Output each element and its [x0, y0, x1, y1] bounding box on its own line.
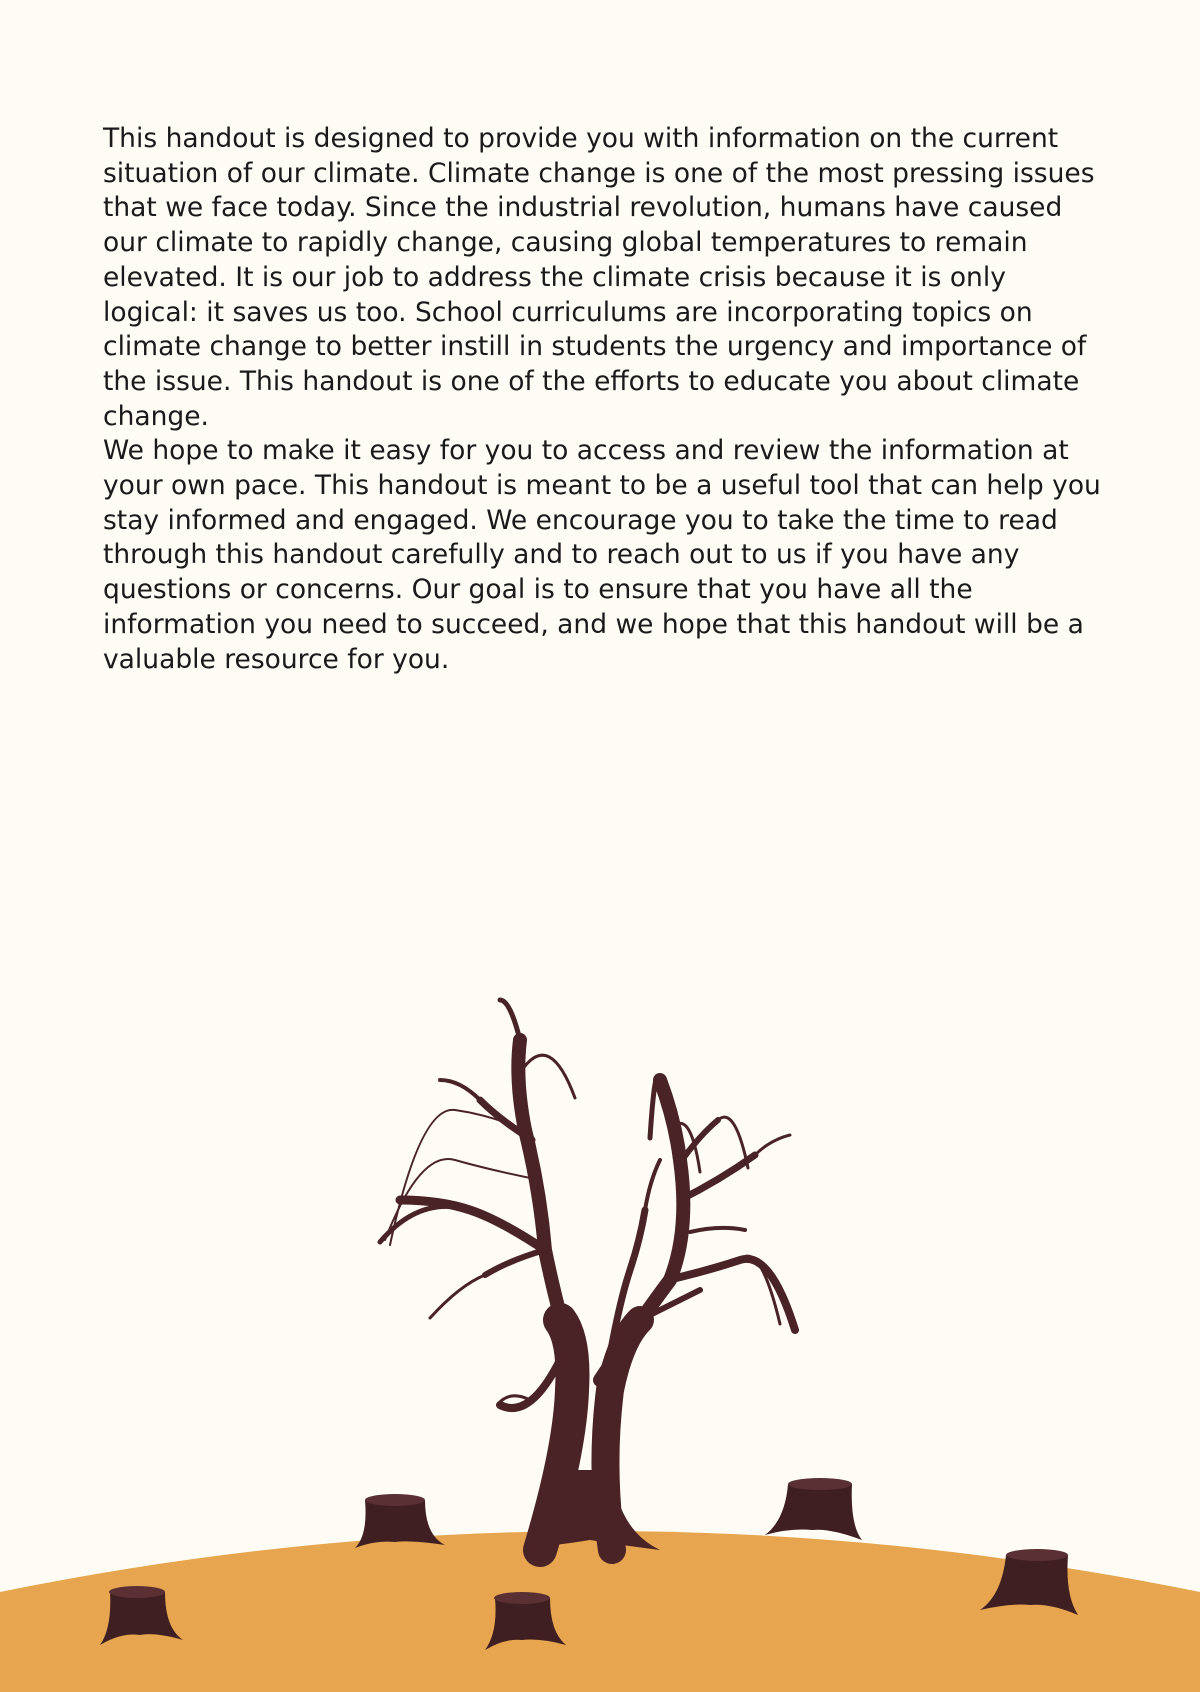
tree-stump-icon: [355, 1494, 445, 1548]
tree-stump-icon: [765, 1478, 862, 1540]
intro-paragraph: This handout is designed to provide you with information on the current situation of our climate. Climate change is one of the most pressing issues that we face today. Since the industrial revolution, humans have caused our climate to rapidly change, causing global temperatures to remain elevated. It is our job to address the climate crisis because it is only logical: it saves us too. School curriculums are incorporating topics on climate change to better instill in students the urgency and importance of the issue. This handout is one of the efforts to educate you about climate change.: [103, 123, 1095, 432]
bare-tree-icon: [380, 1000, 795, 1550]
closing-paragraph: We hope to make it easy for you to access and review the information at your own pace. This handout is meant to be a useful tool that can help you stay informed and engaged. We encourage you to take the time to read through this handout carefully and to reach out to us if you have any questions or concerns. Our goal is to ensure that you have all the information you need to succeed, and we hope that this handout will be a valuable resource for you.: [103, 435, 1101, 675]
